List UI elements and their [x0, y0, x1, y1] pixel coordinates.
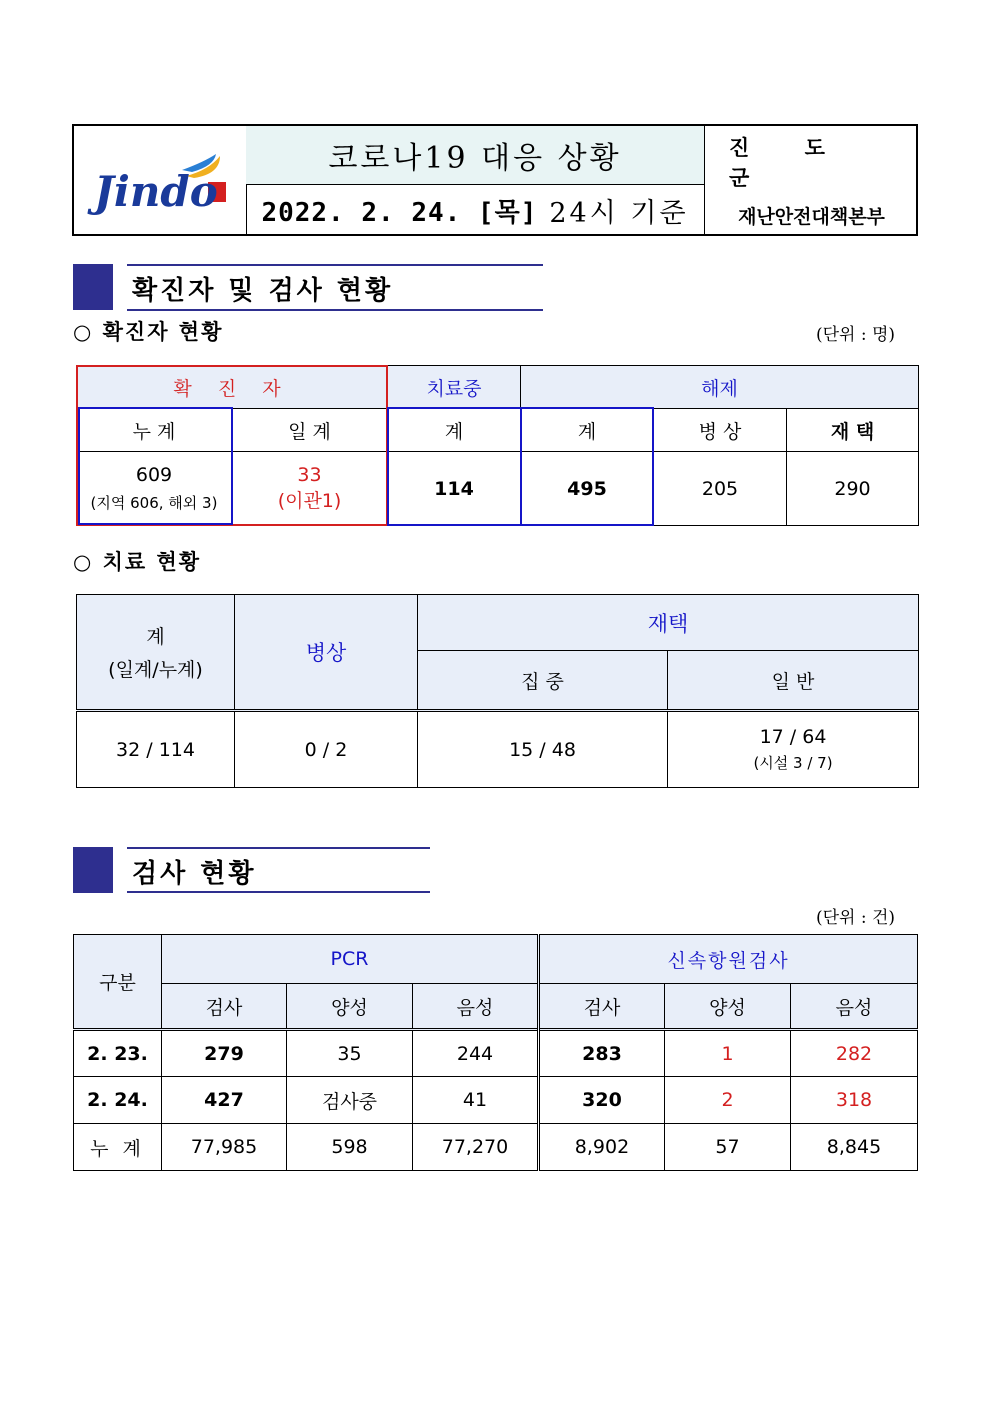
rat-test-value: 320 — [539, 1077, 665, 1124]
header-confirmed: 확 진 자 — [77, 366, 388, 409]
header-treating: 치료중 — [388, 366, 521, 409]
section-title-confirmed-tests: 확진자 및 검사 현황 — [132, 276, 394, 306]
org-dept: 재난안전대책본부 — [738, 205, 885, 228]
report-title: 코로나19 대응 상황 — [246, 126, 704, 185]
header-home: 재 택 — [787, 409, 919, 452]
table-row — [74, 1124, 918, 1171]
report-date: 2022. 2. 24. [목] — [261, 197, 538, 228]
pcr-positive-value: 598 — [287, 1124, 413, 1171]
table-row — [74, 1077, 918, 1124]
header-daily: 일 계 — [232, 409, 388, 452]
row-label: 2. 24. — [74, 1077, 162, 1124]
header-general: 일 반 — [668, 651, 919, 711]
report-header — [72, 124, 918, 236]
header-pcr-test: 검사 — [162, 984, 287, 1030]
rat-positive-value: 57 — [665, 1124, 791, 1171]
released-hospital-value: 205 — [654, 452, 787, 526]
unit-label-tests: (단위 : 건) — [816, 908, 896, 928]
row-label: 누 계 — [74, 1124, 162, 1171]
section2-line-top — [127, 847, 430, 849]
header-category: 구분 — [74, 935, 162, 1030]
pcr-negative-value: 41 — [413, 1077, 539, 1124]
section-title-tests: 검사 현황 — [132, 859, 257, 889]
subheading-confirmed: ○ 확진자 현황 — [73, 320, 224, 344]
rat-positive-value: 1 — [665, 1030, 791, 1077]
pcr-test-value: 77,985 — [162, 1124, 287, 1171]
treatment-general-value: 17 / 64 — [759, 726, 827, 748]
confirmed-table — [76, 365, 919, 526]
section-marker — [73, 264, 113, 310]
treatment-table — [76, 594, 919, 788]
header-pcr-negative: 음성 — [413, 984, 539, 1030]
table-row — [74, 1030, 918, 1077]
treatment-intensive-value: 15 / 48 — [418, 711, 668, 788]
section-line-top — [127, 264, 543, 266]
confirmed-daily: 33 — [297, 464, 322, 486]
logo-text: Jindo — [94, 167, 218, 216]
treatment-total-value: 32 / 114 — [77, 711, 235, 788]
pcr-test-value: 279 — [162, 1030, 287, 1077]
header-rapid-antigen: 신속항원검사 — [539, 935, 918, 984]
row-label: 2. 23. — [74, 1030, 162, 1077]
released-total-value: 495 — [521, 452, 654, 526]
rat-test-value: 8,902 — [539, 1124, 665, 1171]
unit-label: (단위 : 명) — [816, 325, 896, 345]
confirmed-total: 609 — [135, 464, 173, 486]
header-intensive: 집 중 — [418, 651, 668, 711]
header-treatment-home: 재택 — [418, 595, 919, 651]
header-cumulative: 누 계 — [77, 409, 232, 452]
section-marker-2 — [73, 847, 113, 893]
header-rat-positive: 양성 — [665, 984, 791, 1030]
jindo-logo — [74, 126, 247, 234]
treatment-hospital-value: 0 / 2 — [235, 711, 418, 788]
treating-value: 114 — [388, 452, 521, 526]
header-rat-test: 검사 — [539, 984, 665, 1030]
header-rat-negative: 음성 — [791, 984, 918, 1030]
header-pcr: PCR — [162, 935, 539, 984]
rat-negative-value: 318 — [791, 1077, 918, 1124]
treatment-general-note: (시설 3 / 7) — [753, 754, 833, 772]
org-name: 진 도 군 — [729, 134, 849, 190]
rat-negative-value: 8,845 — [791, 1124, 918, 1171]
header-treatment-total: 계 — [146, 626, 165, 648]
pcr-negative-value: 77,270 — [413, 1124, 539, 1171]
pcr-positive-value: 35 — [287, 1030, 413, 1077]
subheading-treatment: ○ 치료 현황 — [73, 550, 202, 574]
header-pcr-positive: 양성 — [287, 984, 413, 1030]
header-released: 해제 — [521, 366, 919, 409]
header-treating-total: 계 — [388, 409, 521, 452]
section-line-bottom — [127, 309, 543, 311]
confirmed-total-note: (지역 606, 해외 3) — [90, 494, 218, 512]
header-released-total: 계 — [521, 409, 654, 452]
released-home-value: 290 — [787, 452, 919, 526]
confirmed-daily-note: (이관1) — [277, 490, 342, 512]
pcr-test-value: 427 — [162, 1077, 287, 1124]
header-treatment-total-note: (일계/누계) — [108, 659, 203, 681]
tests-table — [73, 934, 918, 1171]
rat-negative-value: 282 — [791, 1030, 918, 1077]
header-hospital: 병 상 — [654, 409, 787, 452]
time-basis: 24시 기준 — [549, 197, 689, 229]
pcr-negative-value: 244 — [413, 1030, 539, 1077]
pcr-positive-value: 검사중 — [287, 1077, 413, 1124]
section2-line-bottom — [127, 891, 430, 893]
header-treatment-hospital: 병상 — [235, 595, 418, 711]
rat-positive-value: 2 — [665, 1077, 791, 1124]
rat-test-value: 283 — [539, 1030, 665, 1077]
